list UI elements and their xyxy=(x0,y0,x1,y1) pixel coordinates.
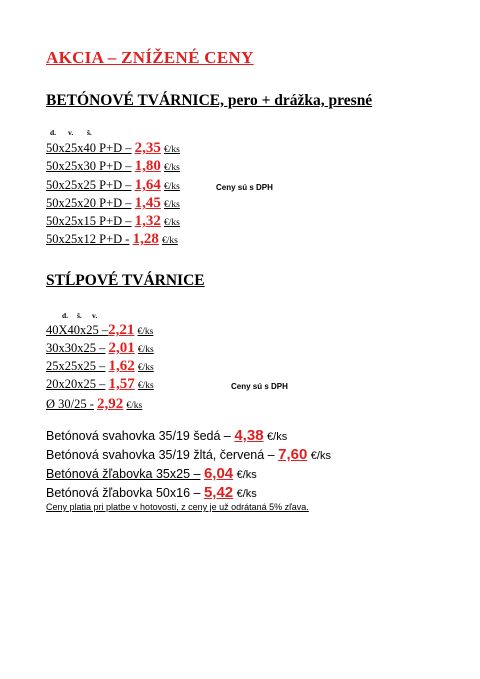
section-heading-concrete-blocks: BETÓNOVÉ TVÁRNICE, pero + drážka, presné xyxy=(46,92,373,109)
product-label: 30x30x25 – xyxy=(46,341,106,355)
price-unit: €/ks xyxy=(137,381,154,391)
product-label: 40X40x25 – xyxy=(46,323,109,337)
price-value: 4,38 xyxy=(234,427,264,444)
price-row xyxy=(46,158,180,175)
product-label: 50x25x20 P+D – xyxy=(46,196,132,210)
price-row xyxy=(46,177,180,194)
product-label: 50x25x30 P+D – xyxy=(46,159,132,173)
price-unit: €/ks xyxy=(236,469,257,481)
price-unit: €/ks xyxy=(164,163,180,173)
product-label: Betónová svahovka 35/19 šedá – xyxy=(46,429,231,443)
price-unit: €/ks xyxy=(161,236,178,246)
col-header: š. xyxy=(77,311,82,320)
price-value: 6,04 xyxy=(203,465,234,482)
product-label: 50x25x12 P+D - xyxy=(46,232,130,246)
price-row xyxy=(46,376,154,393)
col-header: v. xyxy=(68,128,74,137)
column-headers xyxy=(62,311,97,320)
price-value: 1,62 xyxy=(108,358,135,374)
price-value: 1,80 xyxy=(134,158,161,174)
column-headers xyxy=(50,128,92,137)
price-row xyxy=(46,231,178,248)
price-unit: €/ks xyxy=(137,345,154,355)
price-unit: €/ks xyxy=(164,218,180,228)
price-row xyxy=(46,396,142,413)
vat-note: Ceny sú s DPH xyxy=(231,382,288,391)
price-unit: €/ks xyxy=(164,145,180,155)
price-value: 1,45 xyxy=(134,195,161,211)
col-header: d. xyxy=(62,311,69,320)
price-value: 1,64 xyxy=(134,177,161,193)
price-value: 2,01 xyxy=(108,340,135,356)
price-unit: €/ks xyxy=(310,450,331,462)
product-label: 50x25x40 P+D – xyxy=(46,141,132,155)
footer-note: Ceny platia pri platbe v hotovosti, z ceny je už odrátaná 5% zľava. xyxy=(46,502,309,512)
price-unit: €/ks xyxy=(126,401,143,411)
page-title: AKCIA – ZNÍŽENÉ CENY xyxy=(46,48,254,67)
price-value: 5,42 xyxy=(203,484,234,501)
col-header: v. xyxy=(92,311,98,320)
price-value: 2,92 xyxy=(97,396,124,412)
price-unit: €/ks xyxy=(137,327,154,337)
price-value: 2,21 xyxy=(108,322,135,338)
price-value: 1,28 xyxy=(132,231,159,247)
price-value: 1,32 xyxy=(134,213,161,229)
price-row xyxy=(46,195,180,212)
price-row xyxy=(46,465,257,482)
product-label: Betónová žľabovka 35x25 – xyxy=(46,467,201,481)
section-heading-column-blocks: STĹPOVÉ TVÁRNICE xyxy=(46,272,205,289)
product-label: 25x25x25 – xyxy=(46,359,106,373)
price-unit: €/ks xyxy=(164,200,180,210)
product-label: 50x25x15 P+D – xyxy=(46,214,132,228)
price-value: 7,60 xyxy=(278,446,308,463)
price-row xyxy=(46,340,154,357)
price-row xyxy=(46,358,154,375)
product-label: Ø 30/25 - xyxy=(46,397,94,411)
price-row xyxy=(46,484,257,501)
price-unit: €/ks xyxy=(164,182,180,192)
price-unit: €/ks xyxy=(236,488,257,500)
price-value: 1,57 xyxy=(108,376,135,392)
price-row xyxy=(46,213,180,230)
vat-note: Ceny sú s DPH xyxy=(216,183,273,192)
product-label: Betónová svahovka 35/19 žltá, červená – xyxy=(46,448,275,462)
price-unit: €/ks xyxy=(267,431,288,443)
col-header: d. xyxy=(50,128,57,137)
price-row xyxy=(46,322,153,339)
product-label: Betónová žľabovka 50x16 – xyxy=(46,486,201,500)
price-row xyxy=(46,140,180,157)
product-label: 50x25x25 P+D – xyxy=(46,178,132,192)
price-row xyxy=(46,446,331,463)
price-unit: €/ks xyxy=(137,363,154,373)
col-header: š. xyxy=(87,128,92,137)
price-row xyxy=(46,427,287,444)
price-value: 2,35 xyxy=(134,140,161,156)
product-label: 20x20x25 – xyxy=(46,377,106,391)
